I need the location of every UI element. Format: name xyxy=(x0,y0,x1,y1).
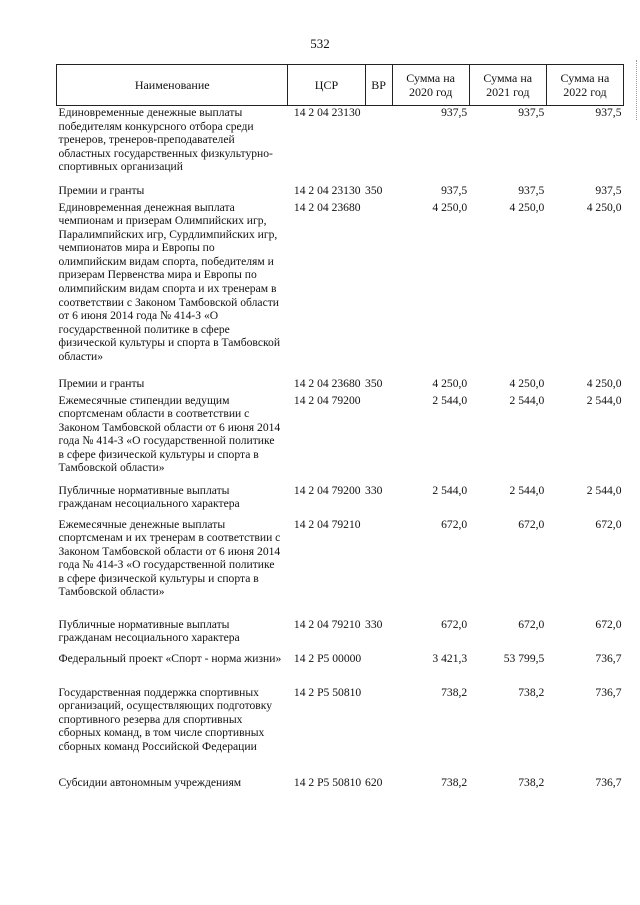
cell-sum-2020: 4 250,0 xyxy=(432,376,468,390)
cell-sum-2020: 3 421,3 xyxy=(432,651,468,665)
table-row xyxy=(57,106,624,184)
cell-name: Государственная поддержка спортивных организаций, осуществляющих подготовку спортивного резерва для спортивных сборных команд, в том числе спортивных сборных команд Российской Федерации xyxy=(58,685,273,753)
cell-sum-2022: 736,7 xyxy=(595,775,622,789)
table-header-row xyxy=(57,65,624,106)
cell-sum-2022: 736,7 xyxy=(595,651,622,665)
cell-sum-2022: 736,7 xyxy=(595,685,622,699)
header-vr: ВР xyxy=(365,65,392,106)
table-row xyxy=(57,184,624,201)
cell-csr: 14 2 04 79210 xyxy=(293,517,361,531)
cell-sum-2021: 672,0 xyxy=(518,517,545,531)
cell-csr: 14 2 04 23680 xyxy=(293,200,361,214)
cell-sum-2020: 937,5 xyxy=(441,183,468,197)
cell-sum-2021: 2 544,0 xyxy=(509,483,545,497)
cell-vr xyxy=(365,652,392,686)
header-sum-2022: Сумма на 2022 год xyxy=(546,65,623,106)
cell-sum-2020: 672,0 xyxy=(441,517,468,531)
cell-csr: 14 2 04 79200 xyxy=(293,483,361,497)
cell-csr: 14 2 P5 50810 xyxy=(293,685,362,699)
cell-vr xyxy=(365,394,392,484)
cell-csr: 14 2 04 79200 xyxy=(293,393,361,407)
cell-name: Ежемесячные стипендии ведущим спортсменам области в соответствии с Законом Тамбовской области от 6 июня 2014 года № 414-З «О государственной политике в сфере физической культуры и спорта в Тамбовской области» xyxy=(58,393,281,475)
cell-name: Единовременная денежная выплата чемпионам и призерам Олимпийских игр, Паралимпийских игр, Сурдлимпийских игр, чемпионатов мира и Европы по олимпийским видам спорта, победителям и призерам Первенства мира и Европы по олимпийским видам спорта и их тренерам в соответствии с Законом Тамбовской области от 6 июня 2014 года № 414-З «О государственной политике в сфере физической культуры и спорта в Тамбовской области» xyxy=(58,200,281,364)
cell-sum-2022: 4 250,0 xyxy=(586,200,622,214)
table-row xyxy=(57,394,624,484)
cell-vr: 330 xyxy=(365,483,383,497)
table-row xyxy=(57,618,624,652)
cell-sum-2021: 672,0 xyxy=(518,617,545,631)
cell-sum-2022: 672,0 xyxy=(595,617,622,631)
cell-sum-2021: 937,5 xyxy=(518,183,545,197)
header-csr: ЦСР xyxy=(288,65,365,106)
header-sum-2020: Сумма на 2020 год xyxy=(392,65,469,106)
header-sum-2021: Сумма на 2021 год xyxy=(469,65,546,106)
cell-vr: 620 xyxy=(365,775,383,789)
cell-vr: 350 xyxy=(365,183,383,197)
cell-sum-2021: 738,2 xyxy=(518,685,545,699)
cell-sum-2021: 4 250,0 xyxy=(509,376,545,390)
cell-sum-2021: 53 799,5 xyxy=(503,651,545,665)
cell-csr: 14 2 04 23130 xyxy=(293,106,361,119)
cell-sum-2021: 4 250,0 xyxy=(509,200,545,214)
cell-sum-2022: 2 544,0 xyxy=(586,483,622,497)
cell-csr: 14 2 04 23130 xyxy=(293,183,361,197)
scan-margin-mark xyxy=(636,60,638,120)
cell-name: Публичные нормативные выплаты гражданам несоциального характера xyxy=(58,483,240,511)
table-row xyxy=(57,518,624,618)
cell-sum-2021: 2 544,0 xyxy=(509,393,545,407)
table-row xyxy=(57,652,624,686)
cell-sum-2022: 2 544,0 xyxy=(586,393,622,407)
cell-csr: 14 2 04 23680 xyxy=(293,376,361,390)
cell-vr xyxy=(365,518,392,618)
cell-vr xyxy=(365,106,392,184)
cell-sum-2020: 2 544,0 xyxy=(432,393,468,407)
cell-sum-2020: 937,5 xyxy=(441,106,468,119)
cell-name: Субсидии автономным учреждениям xyxy=(58,775,242,789)
table-row xyxy=(57,776,624,794)
cell-sum-2020: 738,2 xyxy=(441,775,468,789)
cell-sum-2021: 937,5 xyxy=(518,106,545,119)
cell-vr: 330 xyxy=(365,617,383,631)
cell-sum-2020: 2 544,0 xyxy=(432,483,468,497)
cell-name: Публичные нормативные выплаты гражданам несоциального характера xyxy=(58,617,240,645)
header-name: Наименование xyxy=(57,65,288,106)
cell-vr xyxy=(365,201,392,377)
cell-name: Премии и гранты xyxy=(58,376,145,390)
cell-sum-2022: 672,0 xyxy=(595,517,622,531)
cell-sum-2022: 4 250,0 xyxy=(586,376,622,390)
cell-sum-2021: 738,2 xyxy=(518,775,545,789)
cell-sum-2022: 937,5 xyxy=(595,183,622,197)
cell-csr: 14 2 P5 50810 xyxy=(293,775,362,789)
cell-sum-2020: 672,0 xyxy=(441,617,468,631)
cell-csr: 14 2 P5 00000 xyxy=(293,651,362,665)
cell-name: Ежемесячные денежные выплаты спортсменам и их тренерам в соответствии с Законом Тамбовской области от 6 июня 2014 года № 414-З «О государственной политике в сфере физической культуры и спорта в Тамбовской области» xyxy=(58,517,281,599)
cell-sum-2020: 738,2 xyxy=(441,685,468,699)
cell-name: Федеральный проект «Спорт - норма жизни» xyxy=(58,651,282,665)
cell-sum-2022: 937,5 xyxy=(595,106,622,119)
budget-table xyxy=(56,64,624,794)
table-row xyxy=(57,484,624,518)
table-row xyxy=(57,201,624,377)
cell-name: Премии и гранты xyxy=(58,183,145,197)
cell-name: Единовременные денежные выплаты победителям конкурсного отбора среди тренеров, тренеров-преподавателей областных государственных физкультурно-спортивных организаций xyxy=(58,106,273,174)
cell-vr xyxy=(365,686,392,776)
cell-sum-2020: 4 250,0 xyxy=(432,200,468,214)
page-number: 532 xyxy=(310,36,330,51)
cell-vr: 350 xyxy=(365,376,383,390)
table-row xyxy=(57,377,624,394)
table-row xyxy=(57,686,624,776)
cell-csr: 14 2 04 79210 xyxy=(293,617,361,631)
